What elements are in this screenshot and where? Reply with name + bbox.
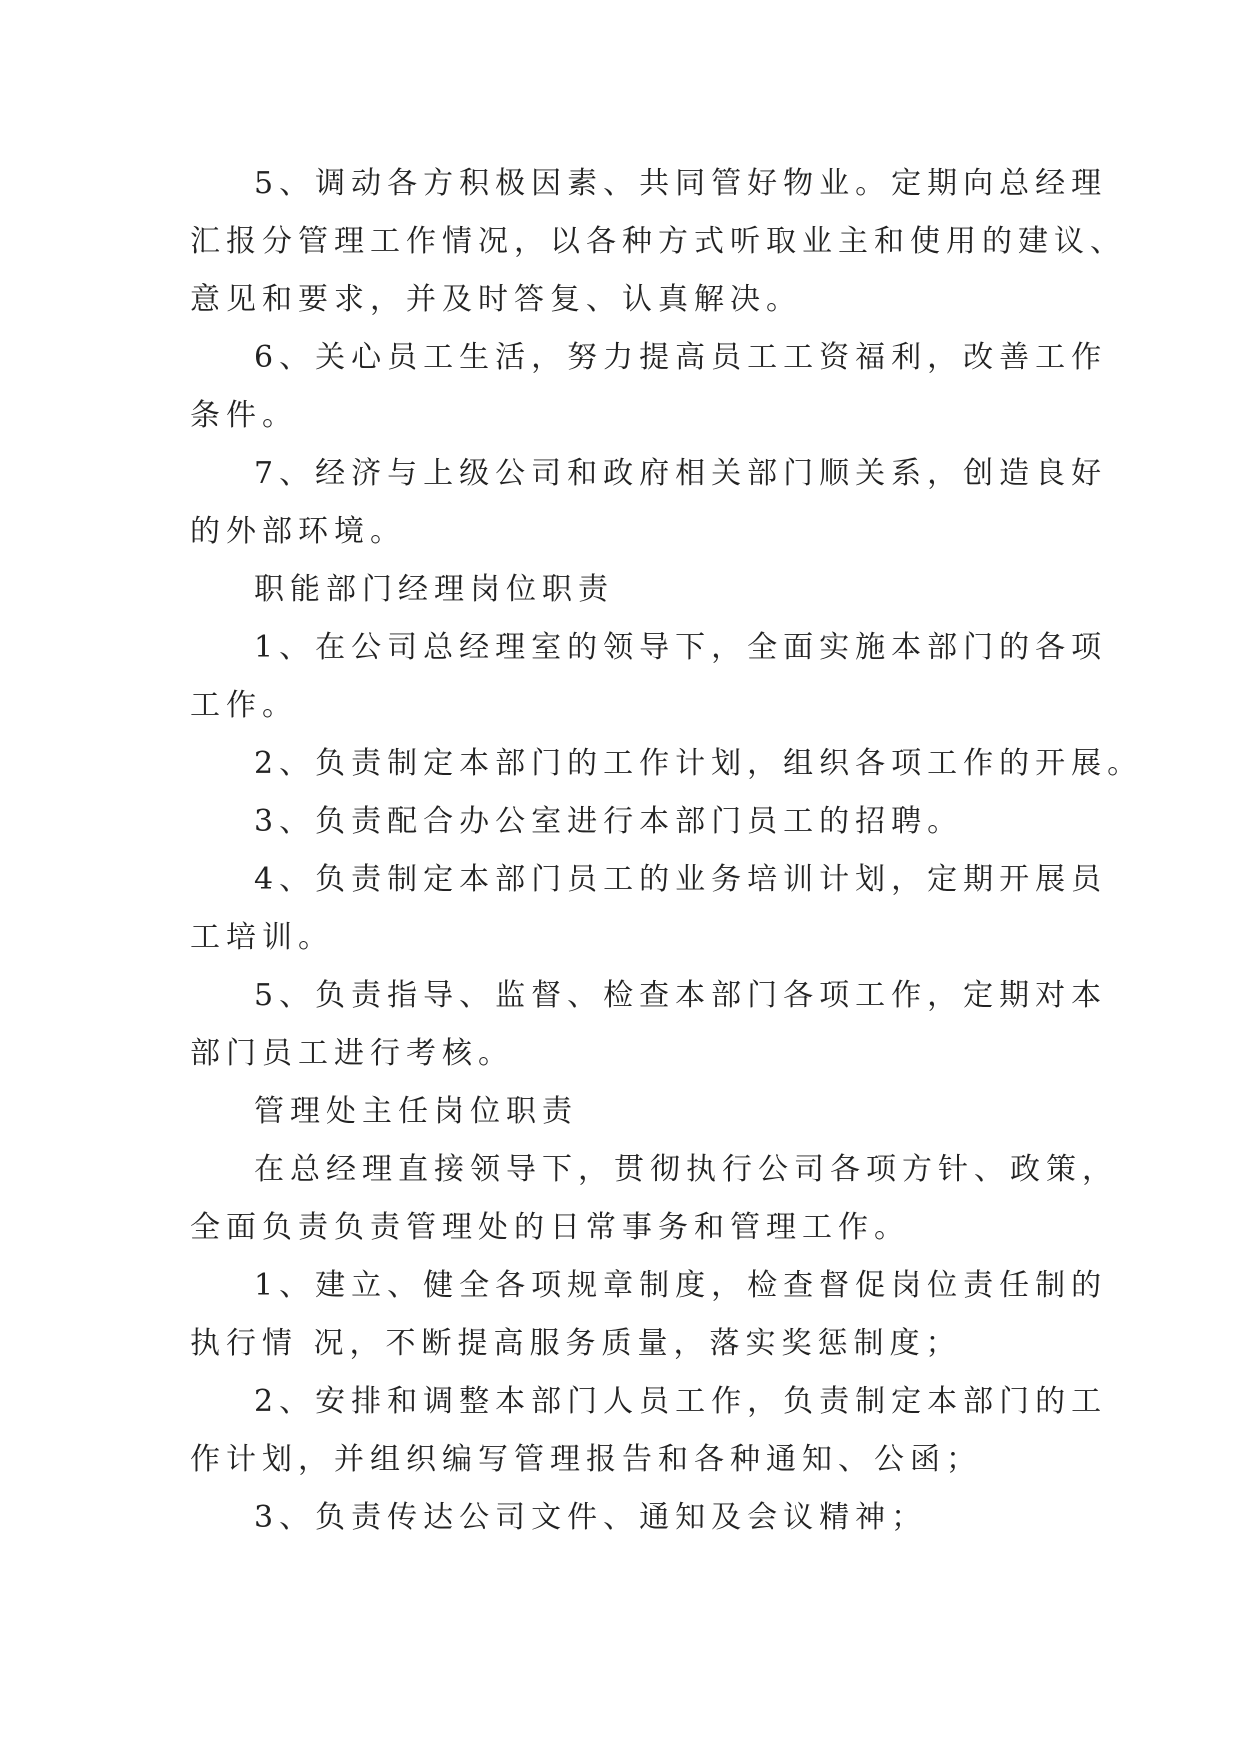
section-heading: 管理处主任岗位职责 [254, 1094, 578, 1129]
text-line: 5、调动各方积极因素、共同管好物业。定期向总经理 [254, 166, 1108, 201]
text-line: 执行情 况，不断提高服务质量，落实奖惩制度； [190, 1326, 962, 1361]
text-line: 4、负责制定本部门员工的业务培训计划，定期开展员 [254, 862, 1108, 897]
text-line: 条件。 [190, 398, 298, 433]
text-line: 工作。 [190, 688, 298, 723]
text-line: 汇报分管理工作情况，以各种方式听取业主和使用的建议、 [190, 224, 1126, 259]
text-line: 工培训。 [190, 920, 334, 955]
text-line: 3、负责配合办公室进行本部门员工的招聘。 [254, 804, 964, 839]
text-line: 作计划，并组织编写管理报告和各种通知、公函； [190, 1442, 982, 1477]
text-line: 7、经济与上级公司和政府相关部门顺关系，创造良好 [254, 456, 1108, 491]
text-line: 6、关心员工生活，努力提高员工工资福利，改善工作 [254, 340, 1108, 375]
document-body [190, 155, 1144, 1547]
text-line: 意见和要求，并及时答复、认真解决。 [190, 282, 802, 317]
text-line: 2、负责制定本部门的工作计划，组织各项工作的开展。 [254, 746, 1144, 781]
text-line: 部门员工进行考核。 [190, 1036, 514, 1071]
text-line: 2、安排和调整本部门人员工作，负责制定本部门的工 [254, 1384, 1108, 1419]
text-line: 的外部环境。 [190, 514, 406, 549]
text-line: 全面负责负责管理处的日常事务和管理工作。 [190, 1210, 910, 1245]
text-line: 3、负责传达公司文件、通知及会议精神； [254, 1500, 928, 1535]
text-line: 1、在公司总经理室的领导下，全面实施本部门的各项 [254, 630, 1108, 665]
text-line: 1、建立、健全各项规章制度，检查督促岗位责任制的 [254, 1268, 1108, 1303]
text-line: 5、负责指导、监督、检查本部门各项工作，定期对本 [254, 978, 1108, 1013]
text-line: 在总经理直接领导下，贯彻执行公司各项方针、政策， [254, 1152, 1118, 1187]
section-heading: 职能部门经理岗位职责 [254, 572, 614, 607]
